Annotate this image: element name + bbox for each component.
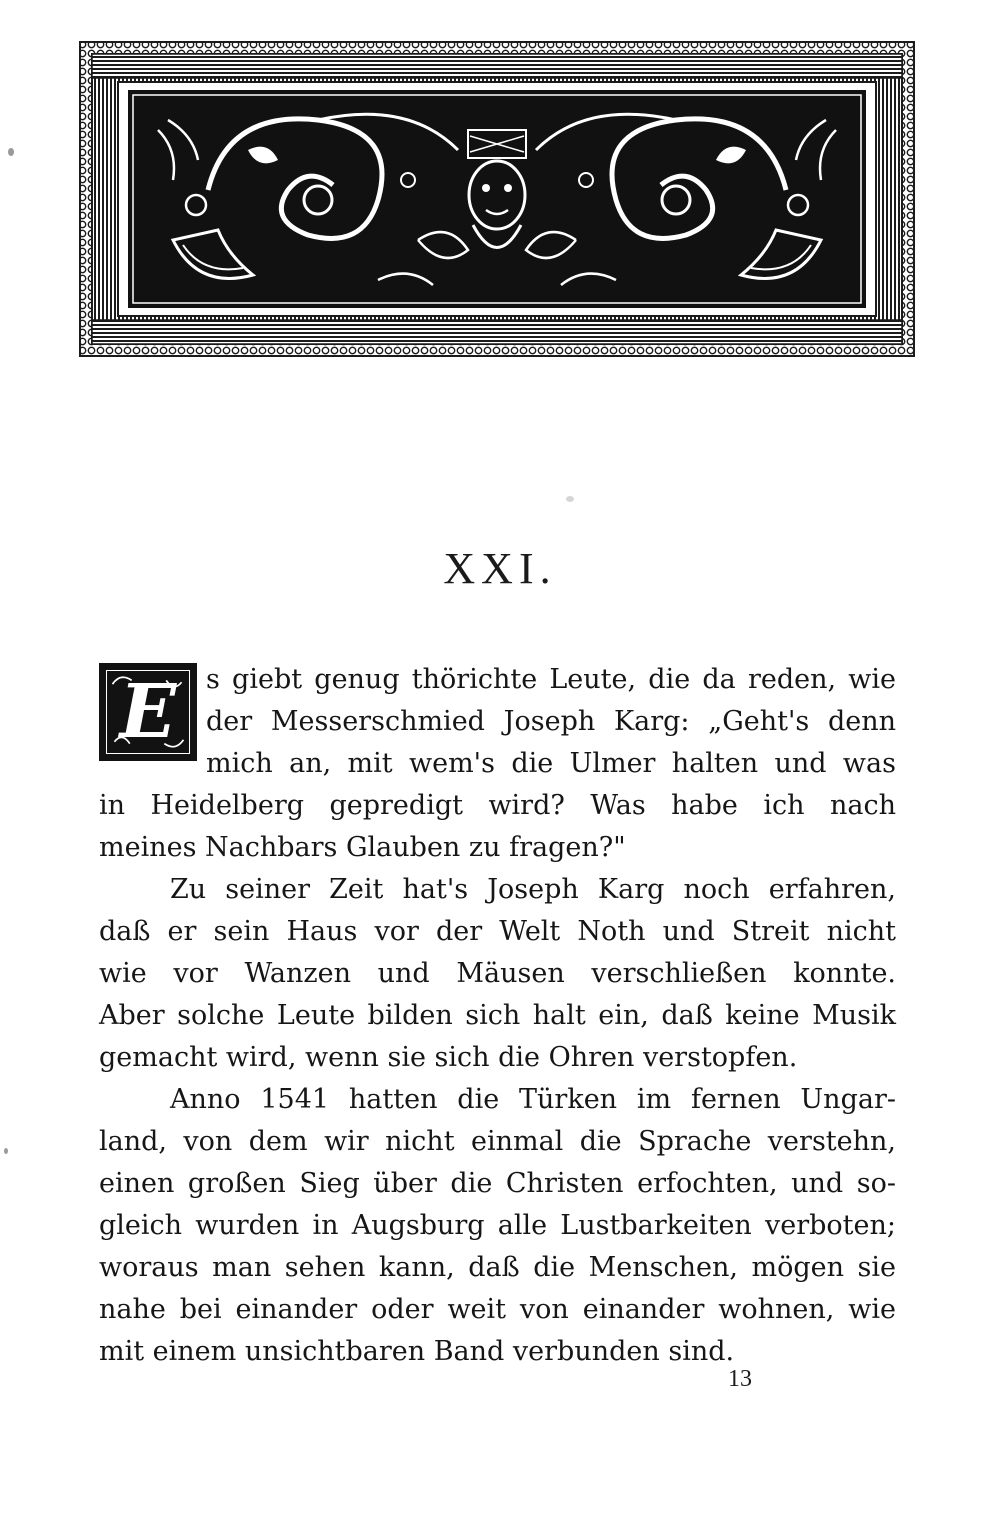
speck: [8, 148, 14, 156]
text-line: mit einem unsichtbaren Band verbunden sind.: [99, 1336, 735, 1367]
page-number: 13: [728, 1366, 752, 1392]
ornamental-header: [78, 40, 916, 358]
text-line: in Heidelberg gepredigt wird? Was habe ich nach: [99, 790, 896, 821]
ornamental-header-icon: [78, 40, 916, 358]
text-line: land, von dem wir nicht einmal die Sprache verstehn,: [99, 1126, 896, 1157]
speck: [4, 1148, 8, 1154]
text-line: nahe bei einander oder weit von einander wohnen, wie: [99, 1294, 896, 1325]
text-line: woraus man sehen kann, daß die Menschen, mögen sie: [99, 1252, 896, 1283]
text-line: s giebt genug thörichte Leute, die da reden, wie: [206, 664, 896, 695]
speck: [566, 496, 574, 502]
chapter-heading: XXI.: [443, 544, 557, 593]
text-line: wie vor Wanzen und Mäusen verschließen konnte.: [99, 958, 896, 989]
text-line: meines Nachbars Glauben zu fragen?": [99, 832, 626, 863]
text-line: Anno 1541 hatten die Türken im fernen Ungar-: [170, 1084, 896, 1115]
text-line: daß er sein Haus vor der Welt Noth und Streit nicht: [99, 916, 896, 947]
text-line: einen großen Sieg über die Christen erfochten, und so-: [99, 1168, 896, 1199]
text-line: Zu seiner Zeit hat's Joseph Karg noch erfahren,: [170, 874, 896, 905]
text-line: Aber solche Leute bilden sich halt ein, daß keine Musik: [99, 1000, 896, 1031]
drop-cap: [99, 663, 197, 761]
text-line: gemacht wird, wenn sie sich die Ohren verstopfen.: [99, 1042, 798, 1073]
text-line: mich an, mit wem's die Ulmer halten und was: [206, 748, 896, 779]
drop-cap-letter: E: [119, 669, 177, 755]
text-line: der Messerschmied Joseph Karg: „Geht's denn: [206, 706, 896, 737]
text-line: gleich wurden in Augsburg alle Lustbarkeiten verboten;: [99, 1210, 896, 1241]
